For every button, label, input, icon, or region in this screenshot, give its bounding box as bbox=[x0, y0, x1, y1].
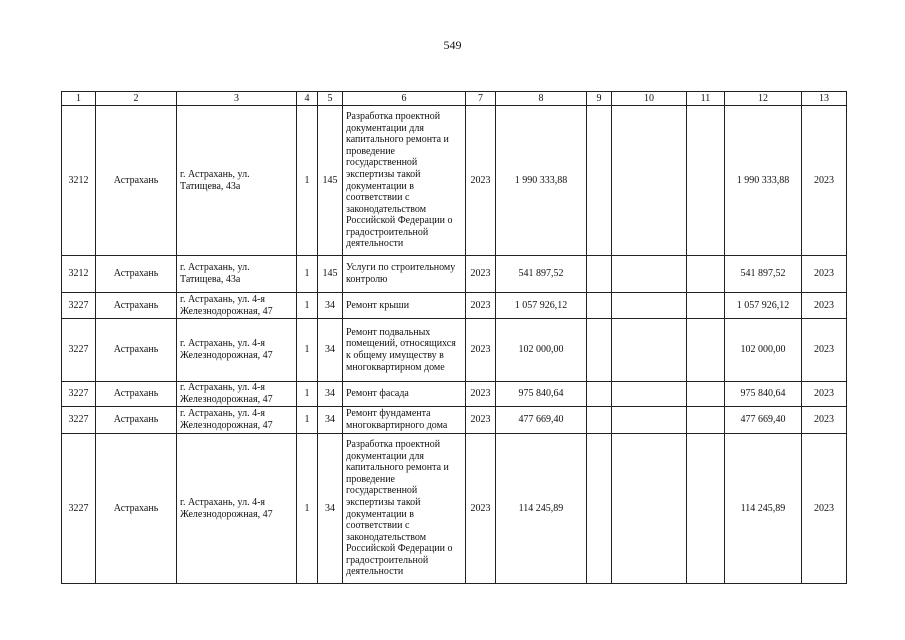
cell-end-year: 2023 bbox=[802, 106, 847, 256]
table-row bbox=[62, 407, 847, 434]
cell-amount-total: 477 669,40 bbox=[725, 407, 802, 434]
cell-col10 bbox=[612, 319, 687, 382]
cell-col4: 1 bbox=[297, 319, 318, 382]
cell-id: 3227 bbox=[62, 319, 96, 382]
cell-col11 bbox=[687, 106, 725, 256]
cell-col11 bbox=[687, 293, 725, 319]
cell-end-year: 2023 bbox=[802, 407, 847, 434]
cell-city: Астрахань bbox=[96, 407, 177, 434]
cell-work-type: Услуги по строительному контролю bbox=[343, 256, 466, 293]
cell-amount: 477 669,40 bbox=[496, 407, 587, 434]
cell-col9 bbox=[587, 106, 612, 256]
col-header-12: 12 bbox=[725, 92, 802, 106]
cell-col9 bbox=[587, 256, 612, 293]
col-header-4: 4 bbox=[297, 92, 318, 106]
cell-year: 2023 bbox=[466, 256, 496, 293]
table-row bbox=[62, 256, 847, 293]
cell-col5: 34 bbox=[318, 382, 343, 407]
col-header-13: 13 bbox=[802, 92, 847, 106]
table-row bbox=[62, 382, 847, 407]
cell-year: 2023 bbox=[466, 293, 496, 319]
header-row bbox=[62, 92, 847, 106]
cell-city: Астрахань bbox=[96, 319, 177, 382]
cell-city: Астрахань bbox=[96, 382, 177, 407]
cell-work-type: Ремонт фундамента многоквартирного дома bbox=[343, 407, 466, 434]
cell-work-type: Ремонт подвальных помещений, относящихся к общему имуществу в многоквартирном доме bbox=[343, 319, 466, 382]
cell-address: г. Астрахань, ул. 4-я Железнодорожная, 47 bbox=[177, 407, 297, 434]
cell-amount: 1 990 333,88 bbox=[496, 106, 587, 256]
cell-amount: 1 057 926,12 bbox=[496, 293, 587, 319]
col-header-5: 5 bbox=[318, 92, 343, 106]
cell-city: Астрахань bbox=[96, 106, 177, 256]
col-header-9: 9 bbox=[587, 92, 612, 106]
cell-col5: 34 bbox=[318, 434, 343, 584]
cell-id: 3227 bbox=[62, 407, 96, 434]
cell-end-year: 2023 bbox=[802, 434, 847, 584]
cell-amount-total: 975 840,64 bbox=[725, 382, 802, 407]
cell-col4: 1 bbox=[297, 106, 318, 256]
cell-col9 bbox=[587, 293, 612, 319]
col-header-1: 1 bbox=[62, 92, 96, 106]
cell-address: г. Астрахань, ул. 4-я Железнодорожная, 47 bbox=[177, 293, 297, 319]
cell-city: Астрахань bbox=[96, 434, 177, 584]
cell-col11 bbox=[687, 407, 725, 434]
col-header-10: 10 bbox=[612, 92, 687, 106]
cell-amount-total: 1 990 333,88 bbox=[725, 106, 802, 256]
table-row bbox=[62, 293, 847, 319]
cell-col11 bbox=[687, 382, 725, 407]
cell-col4: 1 bbox=[297, 434, 318, 584]
cell-amount-total: 114 245,89 bbox=[725, 434, 802, 584]
col-header-7: 7 bbox=[466, 92, 496, 106]
cell-id: 3212 bbox=[62, 106, 96, 256]
cell-amount: 541 897,52 bbox=[496, 256, 587, 293]
cell-amount-total: 541 897,52 bbox=[725, 256, 802, 293]
cell-end-year: 2023 bbox=[802, 256, 847, 293]
cell-address: г. Астрахань, ул. 4-я Железнодорожная, 47 bbox=[177, 434, 297, 584]
cell-id: 3227 bbox=[62, 434, 96, 584]
col-header-8: 8 bbox=[496, 92, 587, 106]
cell-col10 bbox=[612, 407, 687, 434]
cell-col9 bbox=[587, 407, 612, 434]
cell-col10 bbox=[612, 434, 687, 584]
cell-col5: 34 bbox=[318, 293, 343, 319]
cell-col5: 145 bbox=[318, 106, 343, 256]
cell-address: г. Астрахань, ул. 4-я Железнодорожная, 47 bbox=[177, 382, 297, 407]
cell-col10 bbox=[612, 382, 687, 407]
cell-city: Астрахань bbox=[96, 293, 177, 319]
cell-work-type: Разработка проектной документации для капитального ремонта и проведение государственной экспертизы такой документации в соответствии с законодательством Российской Федерации о градостроительной деятельности bbox=[343, 434, 466, 584]
col-header-2: 2 bbox=[96, 92, 177, 106]
cell-city: Астрахань bbox=[96, 256, 177, 293]
cell-work-type: Ремонт фасада bbox=[343, 382, 466, 407]
cell-id: 3212 bbox=[62, 256, 96, 293]
cell-address: г. Астрахань, ул. Татищева, 43а bbox=[177, 256, 297, 293]
cell-year: 2023 bbox=[466, 434, 496, 584]
cell-id: 3227 bbox=[62, 293, 96, 319]
cell-col9 bbox=[587, 319, 612, 382]
table-row bbox=[62, 434, 847, 584]
cell-year: 2023 bbox=[466, 106, 496, 256]
cell-col9 bbox=[587, 434, 612, 584]
cell-work-type: Разработка проектной документации для капитального ремонта и проведение государственной экспертизы такой документации в соответствии с законодательством Российской Федерации о градостроительной деятельности bbox=[343, 106, 466, 256]
cell-end-year: 2023 bbox=[802, 319, 847, 382]
col-header-6: 6 bbox=[343, 92, 466, 106]
cell-amount: 975 840,64 bbox=[496, 382, 587, 407]
cell-year: 2023 bbox=[466, 319, 496, 382]
cell-amount: 102 000,00 bbox=[496, 319, 587, 382]
cell-amount-total: 1 057 926,12 bbox=[725, 293, 802, 319]
col-header-11: 11 bbox=[687, 92, 725, 106]
cell-col9 bbox=[587, 382, 612, 407]
cell-col10 bbox=[612, 106, 687, 256]
register-table bbox=[61, 91, 847, 584]
table-row bbox=[62, 106, 847, 256]
cell-col11 bbox=[687, 256, 725, 293]
cell-col5: 34 bbox=[318, 407, 343, 434]
cell-address: г. Астрахань, ул. 4-я Железнодорожная, 47 bbox=[177, 319, 297, 382]
page-number: 549 bbox=[443, 38, 462, 52]
cell-col5: 34 bbox=[318, 319, 343, 382]
cell-amount-total: 102 000,00 bbox=[725, 319, 802, 382]
table-row bbox=[62, 319, 847, 382]
cell-end-year: 2023 bbox=[802, 293, 847, 319]
cell-col4: 1 bbox=[297, 382, 318, 407]
cell-col4: 1 bbox=[297, 407, 318, 434]
cell-col5: 145 bbox=[318, 256, 343, 293]
cell-address: г. Астрахань, ул. Татищева, 43а bbox=[177, 106, 297, 256]
cell-year: 2023 bbox=[466, 407, 496, 434]
cell-col11 bbox=[687, 434, 725, 584]
col-header-3: 3 bbox=[177, 92, 297, 106]
cell-col10 bbox=[612, 293, 687, 319]
cell-col4: 1 bbox=[297, 293, 318, 319]
cell-end-year: 2023 bbox=[802, 382, 847, 407]
cell-col11 bbox=[687, 319, 725, 382]
cell-id: 3227 bbox=[62, 382, 96, 407]
cell-work-type: Ремонт крыши bbox=[343, 293, 466, 319]
cell-amount: 114 245,89 bbox=[496, 434, 587, 584]
cell-year: 2023 bbox=[466, 382, 496, 407]
cell-col4: 1 bbox=[297, 256, 318, 293]
cell-col10 bbox=[612, 256, 687, 293]
